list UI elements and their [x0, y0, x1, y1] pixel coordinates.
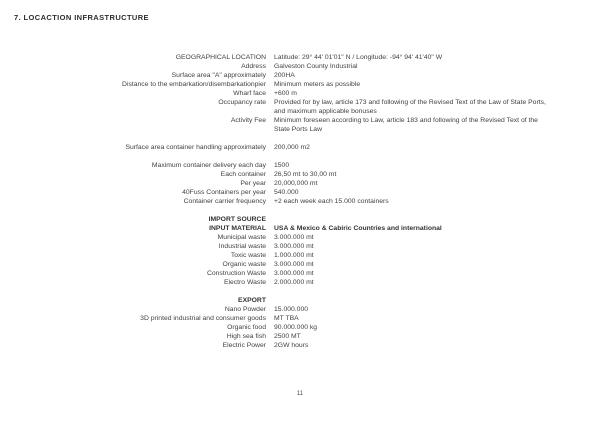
row-value: 200,000 m2 — [274, 144, 310, 151]
row-label: IMPORT SOURCE — [208, 216, 266, 223]
row-value: 3.000.000 mt — [274, 261, 314, 268]
row-label: Organic waste — [222, 261, 266, 268]
info-row — [14, 269, 574, 278]
row-label: Toxic waste — [230, 252, 266, 259]
section — [14, 161, 574, 206]
row-value: 20,000,000 mt — [274, 180, 318, 187]
row-value: 2.000.000 mt — [274, 279, 314, 286]
row-value: Latitude: 29° 44' 01'01" N / Longitude: -94° 94' 41'40" W — [274, 54, 443, 61]
info-row — [14, 224, 574, 233]
row-label: Distance to the embarkation/disembarkationpier — [122, 81, 266, 88]
info-row — [14, 116, 574, 134]
row-label: Surface area container handling approximately — [125, 144, 266, 151]
info-row — [14, 242, 574, 251]
info-row — [14, 314, 574, 323]
info-row — [14, 260, 574, 269]
section — [14, 53, 574, 134]
info-row — [14, 188, 574, 197]
row-label: Construction Waste — [206, 270, 266, 277]
row-value: 2GW hours — [274, 342, 309, 349]
row-value: 2500 MT — [274, 333, 301, 340]
row-label: Wharf face — [233, 90, 266, 97]
row-label: Surface area "A" approximately — [171, 72, 266, 79]
row-value: USA & Mexico & Cabiric Countries and international — [274, 225, 442, 232]
row-value: 200HA — [274, 72, 295, 79]
row-label: Nano Powder — [224, 306, 266, 313]
info-row — [14, 53, 574, 62]
row-value: Galveston County Industrial — [274, 63, 358, 70]
row-label: Electro Waste — [223, 279, 266, 286]
row-label: Container carrier frequency — [183, 198, 266, 205]
info-row — [14, 98, 574, 116]
info-row — [14, 197, 574, 206]
row-value: 15.000.000 — [274, 306, 309, 313]
infrastructure-details — [14, 53, 574, 350]
info-row — [14, 62, 574, 71]
info-row — [14, 341, 574, 350]
row-label: Address — [241, 63, 266, 70]
row-label: 3D printed industrial and consumer goods — [140, 315, 266, 322]
row-label: Per year — [240, 180, 266, 187]
row-label: Organic food — [227, 324, 266, 331]
row-label: INPUT MATERIAL — [209, 225, 266, 232]
row-label: Activity Fee — [230, 117, 266, 124]
info-row — [14, 332, 574, 341]
info-row — [14, 305, 574, 314]
row-label: Maximum container delivery each day — [151, 162, 266, 169]
row-value: 90.000.000 kg — [274, 324, 318, 331]
row-label: Municipal waste — [217, 234, 266, 241]
section — [14, 215, 574, 287]
row-value: 1500 — [274, 162, 290, 169]
row-value: 3.000.000 mt — [274, 234, 314, 241]
info-row — [14, 233, 574, 242]
info-row — [14, 215, 574, 224]
info-row — [14, 251, 574, 260]
row-value: Provided for by law, article 173 and following of the Revised Text of the Law of State Ports, and maximum applicable bonuses — [274, 99, 546, 115]
info-row — [14, 323, 574, 332]
info-row — [14, 71, 574, 80]
info-row — [14, 170, 574, 179]
row-label: Each container — [220, 171, 266, 178]
section — [14, 296, 574, 350]
info-row — [14, 179, 574, 188]
row-value: 1.000.000 mt — [274, 252, 314, 259]
row-value: +600 m — [274, 90, 297, 97]
row-label: Electric Power — [222, 342, 266, 349]
row-label: GEOGRAPHICAL LOCATION — [175, 54, 266, 61]
row-label: Industrial waste — [218, 243, 266, 250]
row-value: Minimum meters as possible — [274, 81, 361, 88]
row-value: 3.000.000 mt — [274, 270, 314, 277]
row-value: MT TBA — [274, 315, 299, 322]
info-row — [14, 143, 574, 152]
info-row — [14, 89, 574, 98]
info-row — [14, 80, 574, 89]
row-value: Minimum foreseen according to Law, article 183 and following of the Revised Text of the State Ports Law — [274, 117, 538, 133]
section — [14, 143, 574, 152]
row-value: 540.000 — [274, 189, 299, 196]
row-label: EXPORT — [238, 297, 266, 304]
row-value: +2 each week each 15.000 containers — [274, 198, 389, 205]
page-title: 7. LOCACTION INFRASTRUCTURE — [14, 13, 149, 22]
page-number: 11 — [296, 390, 304, 397]
info-row — [14, 296, 574, 305]
row-label: 40Fuss Containers per year — [182, 189, 266, 196]
info-row — [14, 161, 574, 170]
info-row — [14, 278, 574, 287]
row-value: 26,50 mt to 30,00 mt — [274, 171, 337, 178]
row-label: Occupancy rate — [218, 99, 266, 106]
row-label: High sea fish — [226, 333, 266, 340]
row-value: 3.000.000 mt — [274, 243, 314, 250]
